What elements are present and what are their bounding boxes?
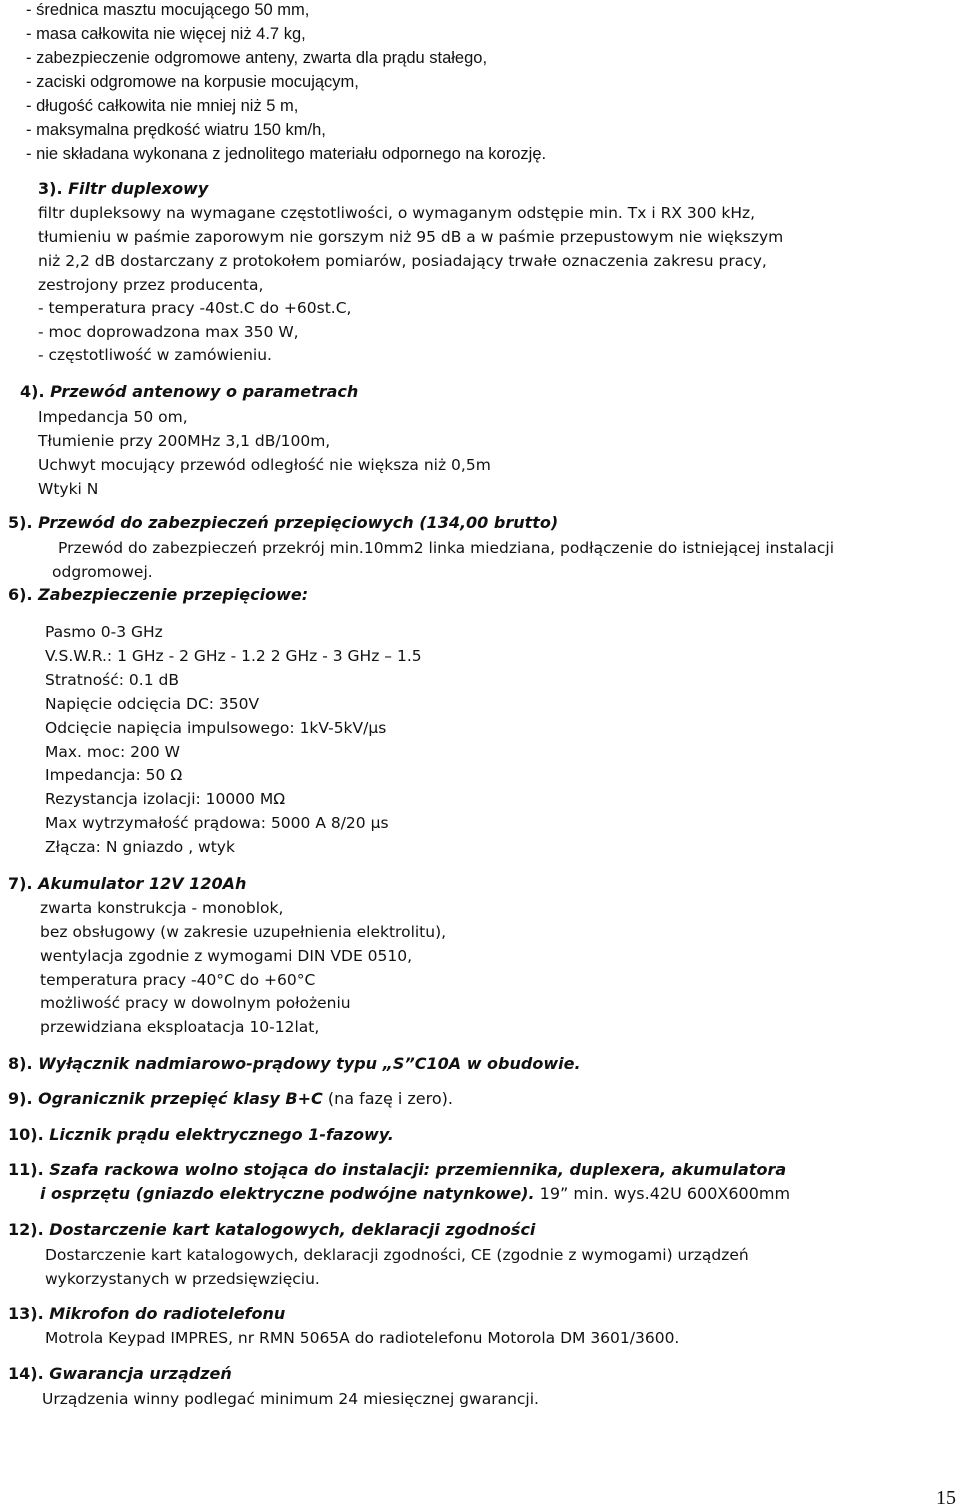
section-9-heading bbox=[8, 1089, 453, 1109]
section-6-line: V.S.W.R.: 1 GHz - 2 GHz - 1.2 2 GHz - 3 GHz – 1.5 bbox=[45, 647, 422, 665]
section-6-line: Pasmo 0-3 GHz bbox=[45, 623, 163, 641]
section-4-line: Impedancja 50 om, bbox=[38, 408, 188, 426]
section-7-line: wentylacja zgodnie z wymogami DIN VDE 0510, bbox=[40, 947, 413, 965]
section-6-line: Max wytrzymałość prądowa: 5000 A 8/20 µs bbox=[45, 814, 389, 832]
section-number: 11). bbox=[8, 1160, 44, 1179]
intro-line: - maksymalna prędkość wiatru 150 km/h, bbox=[26, 121, 326, 139]
section-3-line: - częstotliwość w zamówieniu. bbox=[38, 346, 272, 364]
intro-line: - zaciski odgromowe na korpusie mocującym, bbox=[26, 73, 359, 91]
section-4-line: Wtyki N bbox=[38, 480, 99, 498]
section-title: Ogranicznik przepięć klasy B+C bbox=[32, 1089, 323, 1108]
section-number: 10). bbox=[8, 1125, 44, 1144]
section-number: 9). bbox=[8, 1089, 33, 1108]
section-11-note: 19” min. wys.42U 600X600mm bbox=[534, 1184, 791, 1203]
section-5-heading bbox=[8, 513, 558, 533]
section-3-line: tłumieniu w paśmie zaporowym nie gorszym niż 95 dB a w paśmie przepustowym nie większym bbox=[38, 228, 784, 246]
section-number: 7). bbox=[8, 874, 33, 893]
section-4-line: Uchwyt mocujący przewód odległość nie większa niż 0,5m bbox=[38, 456, 491, 474]
section-3-line: - moc doprowadzona max 350 W, bbox=[38, 323, 299, 341]
section-number: 6). bbox=[8, 585, 33, 604]
section-number: 3). bbox=[38, 179, 63, 198]
section-7-heading bbox=[8, 874, 246, 894]
section-11-heading bbox=[8, 1160, 786, 1180]
section-6-line: Stratność: 0.1 dB bbox=[45, 671, 179, 689]
intro-line: - długość całkowita nie mniej niż 5 m, bbox=[26, 97, 299, 115]
section-6-line: Impedancja: 50 Ω bbox=[45, 766, 183, 784]
section-12-line: wykorzystanych w przedsięwzięciu. bbox=[45, 1270, 320, 1288]
section-title: Szafa rackowa wolno stojąca do instalacji: przemiennika, duplexera, akumulatora bbox=[43, 1160, 787, 1179]
section-11-heading-cont bbox=[40, 1184, 790, 1204]
section-number: 13). bbox=[8, 1304, 44, 1323]
section-title: Zabezpieczenie przepięciowe: bbox=[32, 585, 309, 604]
intro-line: - zabezpieczenie odgromowe anteny, zwarta dla prądu stałego, bbox=[26, 49, 488, 67]
section-4-line: Tłumienie przy 200MHz 3,1 dB/100m, bbox=[38, 432, 331, 450]
section-10-heading bbox=[8, 1125, 394, 1145]
section-title: Mikrofon do radiotelefonu bbox=[43, 1304, 286, 1323]
intro-line: - nie składana wykonana z jednolitego materiału odpornego na korozję. bbox=[26, 145, 547, 163]
section-3-line: zestrojony przez producenta, bbox=[38, 276, 264, 294]
section-3-line: - temperatura pracy -40st.C do +60st.C, bbox=[38, 299, 352, 317]
section-14-line: Urządzenia winny podlegać minimum 24 miesięcznej gwarancji. bbox=[42, 1390, 539, 1408]
section-number: 8). bbox=[8, 1054, 33, 1073]
section-title: Przewód antenowy o parametrach bbox=[44, 382, 359, 401]
page-number: 15 bbox=[936, 1487, 956, 1509]
section-title: Akumulator 12V 120Ah bbox=[32, 874, 247, 893]
section-12-heading bbox=[8, 1220, 535, 1240]
section-title-line2: i osprzętu (gniazdo elektryczne podwójne natynkowe). bbox=[40, 1184, 535, 1203]
section-5-line: Przewód do zabezpieczeń przekrój min.10mm2 linka miedziana, podłączenie do istniejącej instalacji bbox=[58, 539, 835, 557]
section-13-line: Motrola Keypad IMPRES, nr RMN 5065A do radiotelefonu Motorola DM 3601/3600. bbox=[45, 1329, 680, 1347]
section-8-heading bbox=[8, 1054, 581, 1074]
section-9-note: (na fazę i zero). bbox=[322, 1089, 453, 1108]
section-6-heading bbox=[8, 585, 308, 605]
section-12-line: Dostarczenie kart katalogowych, deklaracji zgodności, CE (zgodnie z wymogami) urządzeń bbox=[45, 1246, 749, 1264]
section-title: Gwarancja urządzeń bbox=[43, 1364, 232, 1383]
section-title: Przewód do zabezpieczeń przepięciowych (134,00 brutto) bbox=[32, 513, 559, 532]
section-7-line: temperatura pracy -40°C do +60°C bbox=[40, 971, 316, 989]
section-6-line: Złącza: N gniazdo , wtyk bbox=[45, 838, 235, 856]
section-title: Licznik prądu elektrycznego 1-fazowy. bbox=[43, 1125, 394, 1144]
section-7-line: bez obsługowy (w zakresie uzupełnienia elektrolitu), bbox=[40, 923, 447, 941]
intro-line: - średnica masztu mocującego 50 mm, bbox=[26, 1, 310, 19]
section-title: Filtr duplexowy bbox=[62, 179, 209, 198]
section-3-line: filtr dupleksowy na wymagane częstotliwości, o wymaganym odstępie min. Tx i RX 300 kHz, bbox=[38, 204, 756, 222]
section-6-line: Max. moc: 200 W bbox=[45, 743, 180, 761]
section-14-heading bbox=[8, 1364, 232, 1384]
section-title: Dostarczenie kart katalogowych, deklaracji zgodności bbox=[43, 1220, 536, 1239]
section-7-line: zwarta konstrukcja - monoblok, bbox=[40, 899, 284, 917]
section-number: 12). bbox=[8, 1220, 44, 1239]
section-3-heading bbox=[38, 179, 208, 199]
intro-line: - masa całkowita nie więcej niż 4.7 kg, bbox=[26, 25, 306, 43]
section-3-line: niż 2,2 dB dostarczany z protokołem pomiarów, posiadający trwałe oznaczenia zakresu pracy, bbox=[38, 252, 767, 270]
section-number: 14). bbox=[8, 1364, 44, 1383]
section-7-line: przewidziana eksploatacja 10-12lat, bbox=[40, 1018, 320, 1036]
section-6-line: Odcięcie napięcia impulsowego: 1kV-5kV/µs bbox=[45, 719, 387, 737]
section-7-line: możliwość pracy w dowolnym położeniu bbox=[40, 994, 351, 1012]
section-6-line: Rezystancja izolacji: 10000 MΩ bbox=[45, 790, 286, 808]
section-13-heading bbox=[8, 1304, 285, 1324]
section-4-heading bbox=[20, 382, 358, 402]
section-5-line: odgromowej. bbox=[52, 563, 153, 581]
section-6-line: Napięcie odcięcia DC: 350V bbox=[45, 695, 260, 713]
section-title: Wyłącznik nadmiarowo-prądowy typu „S”C10A w obudowie. bbox=[32, 1054, 581, 1073]
section-number: 4). bbox=[20, 382, 45, 401]
section-number: 5). bbox=[8, 513, 33, 532]
